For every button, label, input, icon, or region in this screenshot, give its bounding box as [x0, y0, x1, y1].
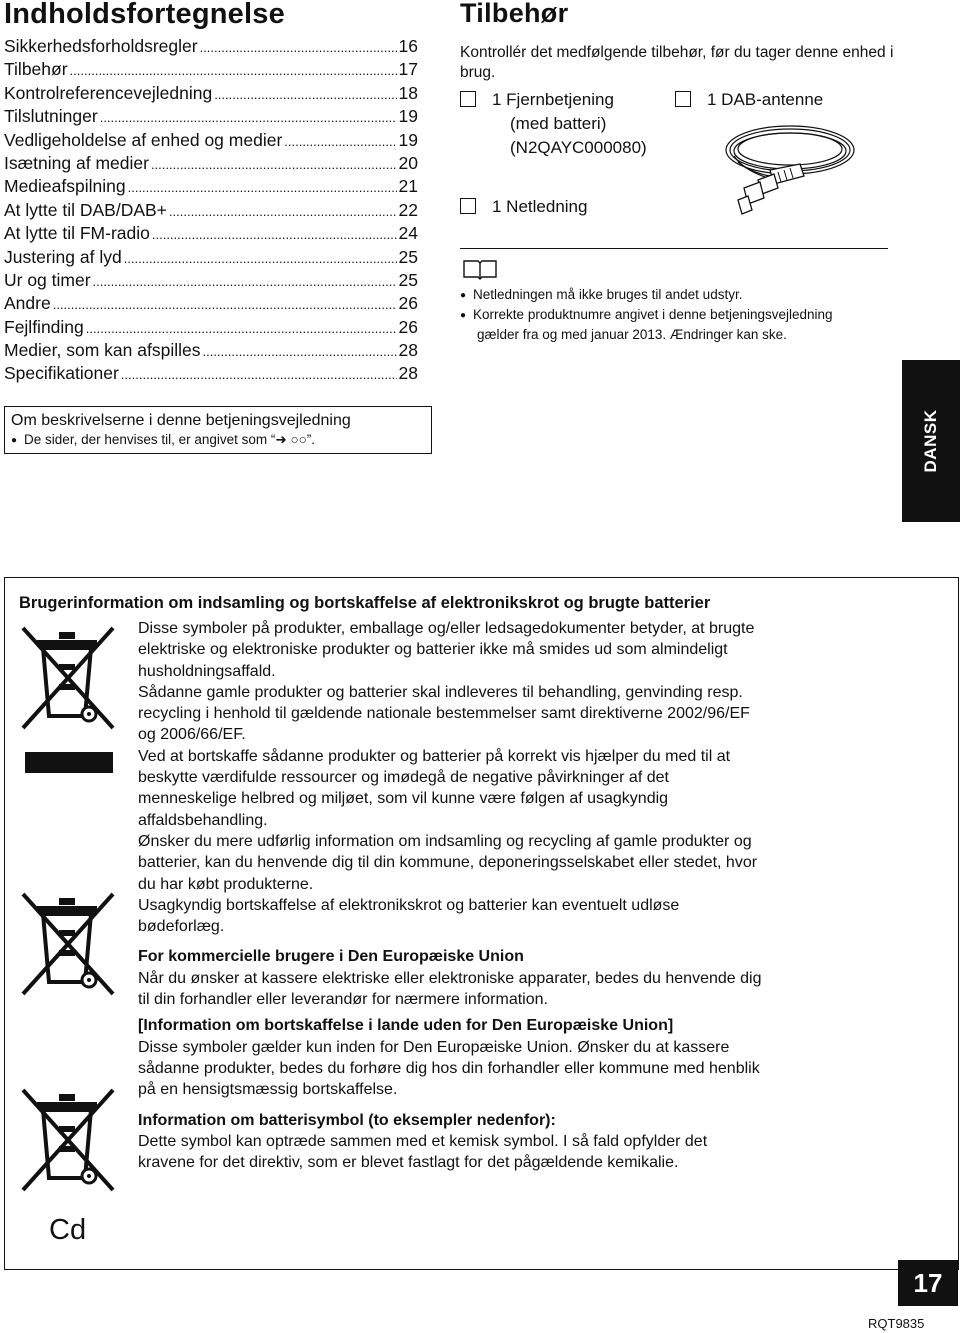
toc-leader-dots [151, 153, 397, 174]
antenna-item [675, 88, 823, 112]
antenna-label: 1 DAB-antenne [707, 90, 824, 109]
paragraph-7 [138, 1037, 878, 1101]
text-line: sådanne produkter, bedes du forhøre dig hos din forhandler eller kommune med henblik [138, 1059, 760, 1077]
toc-item-label: Tilslutninger [4, 106, 98, 127]
note-2-cont: gælder fra og med januar 2013. Ændringer kan ske. [477, 327, 787, 342]
text-line: batterier, kan du henvende dig til din kommune, deponeringsselskabet eller stedet, hvor [138, 854, 758, 872]
crossed-bin-icon [19, 1086, 119, 1198]
toc-leader-dots [86, 317, 397, 338]
remote-code: (N2QAYC000080) [510, 138, 647, 157]
language-tab [902, 360, 960, 522]
text-line: recycling i henhold til gældende nationale bestemmelser samt direktiverne 2002/96/EF [138, 705, 750, 723]
toc-item-label: Sikkerhedsforholdsregler [4, 36, 198, 56]
toc-leader-dots [70, 59, 397, 80]
text-line: Ønsker du mere udførlig information om indsamling og recycling af gamle produkter og [138, 832, 752, 850]
text-line: på en hensigtsmæssig bortskaffelse. [138, 1081, 398, 1099]
black-bar-symbol [25, 752, 113, 773]
toc-item [4, 130, 418, 153]
text-line: beskytte værdifulde ressourcer og imødegå de negative påvirkninger af det [138, 769, 669, 787]
text-line: menneskelige helbred og miljøet, som vil kunne være følgen af usagkyndig [138, 790, 669, 808]
checkbox-icon [675, 91, 691, 107]
toc-leader-dots [152, 223, 397, 244]
toc-item-page: 20 [398, 152, 418, 173]
toc-item [4, 270, 418, 293]
text-line: Usagkyndig bortskaffelse af elektronikskrot og batterier kan eventuelt udløse [138, 896, 680, 914]
toc-item-label: Tilbehør [4, 59, 68, 80]
toc-leader-dots [214, 83, 396, 104]
toc-leader-dots [100, 106, 397, 127]
toc-list [4, 36, 418, 387]
toc-item-page: 16 [398, 36, 418, 56]
cord-item [460, 195, 587, 219]
paragraph-5 [138, 895, 878, 938]
notes [460, 286, 900, 344]
text-line: og 2006/66/EF. [138, 726, 246, 744]
toc-item-label: Andre [4, 293, 51, 314]
section-divider [460, 248, 888, 249]
remote-detail: (med batteri) [510, 114, 607, 133]
toc-item-page: 22 [398, 199, 418, 220]
note-1: ● Netledningen må ikke bruges til andet udstyr. [460, 286, 900, 306]
toc-leader-dots [200, 36, 397, 57]
toc-item [4, 59, 418, 82]
toc-item-page: 28 [398, 363, 418, 384]
accessories-intro: Kontrollér det medfølgende tilbehør, før du tager denne enhed i brug. [460, 44, 894, 81]
text-line: Disse symboler på produkter, emballage og/eller ledsagedokumenter betyder, at brugte [138, 620, 755, 637]
toc-item [4, 340, 418, 363]
toc-leader-dots [93, 270, 397, 291]
checkbox-icon [460, 91, 476, 107]
toc-item [4, 317, 418, 340]
text-line: du har købt produkterne. [138, 875, 314, 893]
toc-item-label: Specifikationer [4, 363, 119, 384]
toc-leader-dots [169, 200, 397, 221]
heading-battery: Information om batterisymbol (to eksempler nedenfor): [138, 1111, 556, 1129]
toc-item-page: 17 [398, 59, 418, 80]
text-line: Dette symbol kan optræde sammen med et kemisk symbol. I så fald opfylder det [138, 1132, 708, 1150]
text-line: Ved at bortskaffe sådanne produkter og batterier på korrekt vis hjælper du med til at [138, 747, 731, 765]
toc-item-label: Kontrolreferencevejledning [4, 82, 213, 103]
toc-item [4, 293, 418, 316]
toc-item-page: 28 [398, 340, 418, 361]
toc-item [4, 363, 418, 386]
toc-item [4, 223, 418, 246]
toc-item-label: Medieafspilning [4, 176, 126, 197]
toc-item [4, 176, 418, 199]
text-line: Sådanne gamle produkter og batterier skal indleveres til behandling, genvinding resp. [138, 683, 743, 701]
toc-item-label: Isætning af medier [4, 152, 149, 173]
paragraph-3 [138, 746, 878, 831]
toc-item-label: At lytte til DAB/DAB+ [4, 199, 167, 220]
remote-label: 1 Fjernbetjening [492, 90, 614, 109]
text-line: Når du ønsker at kassere elektriske eller elektroniske apparater, bedes du henvende dig [138, 969, 762, 987]
toc-item [4, 106, 418, 129]
crossed-bin-icon [19, 890, 119, 1002]
remote-item [460, 88, 647, 160]
model-code: RQT9835 [868, 1316, 925, 1331]
paragraph-8 [138, 1131, 878, 1174]
toc-item-page: 19 [398, 129, 418, 150]
checkbox-icon [460, 198, 476, 214]
toc-item-page: 25 [398, 269, 418, 290]
toc-item [4, 36, 418, 59]
toc-item-label: Justering af lyd [4, 246, 122, 267]
paragraph-2 [138, 682, 878, 746]
cord-label: 1 Netledning [492, 197, 588, 216]
toc-item-page: 19 [398, 106, 418, 127]
text-line: elektriske og elektroniske produkter og batterier ikke må smides ud som almindeligt [138, 641, 728, 659]
toc-item-label: Ur og timer [4, 269, 91, 290]
antenna-cable-icon [718, 118, 858, 226]
chemical-symbol: Cd [49, 1214, 87, 1246]
toc-item-label: Vedligeholdelse af enhed og medier [4, 129, 283, 150]
toc-item-page: 21 [398, 176, 418, 197]
text-line: til din forhandler eller leverandør for nærmere information. [138, 991, 548, 1009]
paragraph-1 [138, 618, 878, 682]
toc-item-page: 18 [398, 82, 418, 103]
page-number: 17 [898, 1260, 958, 1306]
text-line: Disse symboler gælder kun inden for Den Europæiske Union. Ønsker du at kassere [138, 1038, 730, 1056]
about-line: ● De sider, der henvises til, er angivet som “➜ ○○”. [11, 431, 425, 451]
toc-leader-dots [284, 130, 396, 151]
toc-title: Indholdsfortegnelse [4, 0, 285, 30]
text-line: husholdningsaffald. [138, 662, 276, 680]
disposal-info-box [4, 577, 959, 1270]
toc-item-label: Medier, som kan afspilles [4, 340, 201, 361]
toc-leader-dots [53, 293, 397, 314]
toc-leader-dots [202, 340, 396, 361]
toc-item-page: 26 [398, 293, 418, 314]
toc-item [4, 83, 418, 106]
toc-item-page: 24 [398, 223, 418, 244]
toc-item [4, 200, 418, 223]
text-line: kravene for det direktiv, som er blevet fastlagt for det pågældende kemikalie. [138, 1154, 679, 1172]
toc-item [4, 247, 418, 270]
accessories-title: Tilbehør [460, 0, 569, 28]
toc-leader-dots [128, 176, 397, 197]
about-box [4, 406, 432, 454]
info-text [138, 618, 878, 1173]
paragraph-6 [138, 968, 878, 1011]
toc-item-label: At lytte til FM-radio [4, 223, 150, 244]
crossed-bin-icon [19, 624, 119, 736]
toc-item-page: 25 [398, 246, 418, 267]
toc-item-page: 26 [398, 316, 418, 337]
toc-leader-dots [124, 247, 397, 268]
info-title: Brugerinformation om indsamling og bortskaffelse af elektronikskrot og brugte batterier [19, 594, 711, 612]
about-title: Om beskrivelserne i denne betjeningsvejledning [11, 412, 351, 429]
heading-commercial: For kommercielle brugere i Den Europæiske Union [138, 948, 524, 966]
text-line: bødeforlæg. [138, 918, 225, 936]
toc-item [4, 153, 418, 176]
note-2: ● Korrekte produktnumre angivet i denne betjeningsvejledning [460, 306, 900, 326]
toc-item-label: Fejlfinding [4, 316, 84, 337]
paragraph-4 [138, 831, 878, 895]
heading-outside-eu: [Information om bortskaffelse i lande uden for Den Europæiske Union] [138, 1017, 674, 1035]
note-book-icon [462, 258, 498, 280]
language-tab-label: DANSK [921, 409, 940, 473]
toc-leader-dots [121, 363, 397, 384]
text-line: affaldsbehandling. [138, 811, 268, 829]
